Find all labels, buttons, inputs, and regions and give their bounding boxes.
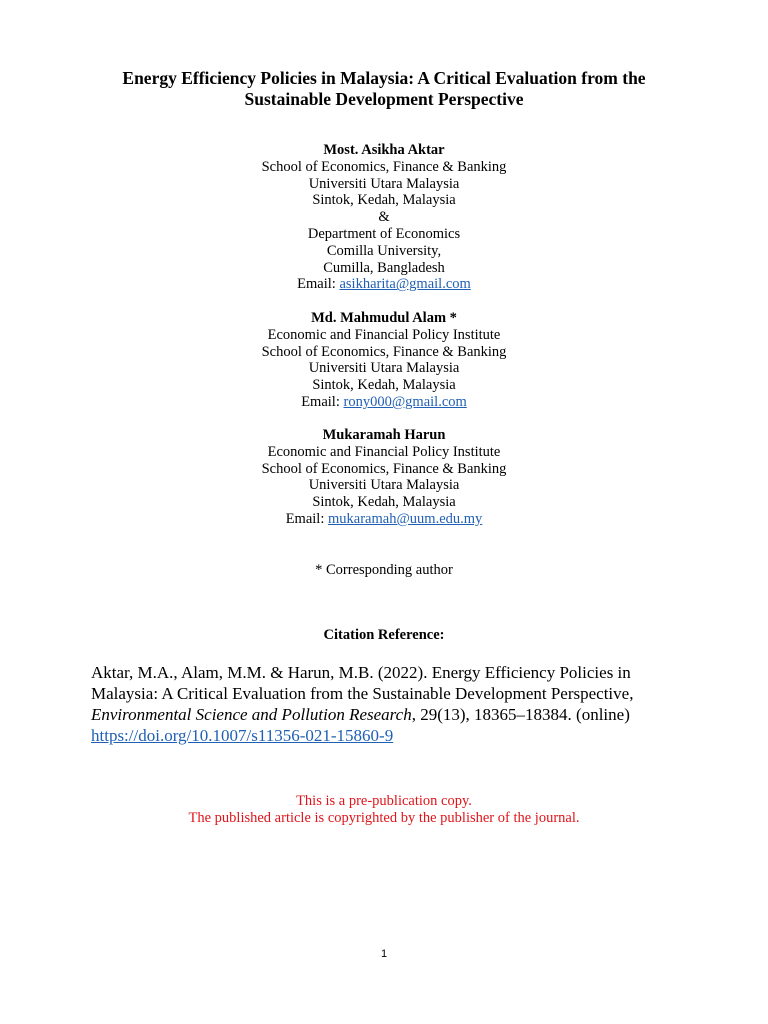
notice-line-2: The published article is copyrighted by the publisher of the journal. — [188, 810, 580, 826]
affiliation-line: Sintok, Kedah, Malaysia — [312, 377, 456, 394]
affiliation-line: Universiti Utara Malaysia — [308, 477, 460, 494]
affiliation-line: School of Economics, Finance & Banking — [261, 460, 507, 477]
affiliation-line: School of Economics, Finance & Banking — [261, 343, 507, 360]
affiliation-line: Comilla University, — [326, 242, 442, 259]
email-label: Email: — [297, 276, 336, 293]
paper-title — [60, 68, 708, 110]
citation-journal: Environmental Science and Pollution Research — [91, 705, 412, 724]
citation-reference — [91, 662, 701, 746]
author-block-alam — [100, 310, 668, 411]
paper-title-line-2: Sustainable Development Perspective — [244, 89, 524, 109]
affiliation-line: Sintok, Kedah, Malaysia — [312, 494, 456, 511]
affiliation-line: Economic and Financial Policy Institute — [267, 326, 501, 343]
author-name: Mukaramah Harun — [322, 427, 446, 443]
citation-text: Aktar, M.A., Alam, M.M. & Harun, M.B. (2022). Energy Efficiency Policies in Malaysia: A Critical Evaluation from the Sustainable Development Perspective, — [91, 663, 634, 703]
notice-line-1: This is a pre-publication copy. — [296, 793, 472, 809]
affiliation-line: Sintok, Kedah, Malaysia — [312, 192, 456, 209]
email-line — [100, 276, 668, 293]
paper-title-line-1: Energy Efficiency Policies in Malaysia: A Critical Evaluation from the — [122, 68, 646, 88]
affiliation-line: School of Economics, Finance & Banking — [261, 158, 507, 175]
email-link[interactable]: mukaramah@uum.edu.my — [328, 510, 483, 527]
email-link[interactable]: asikharita@gmail.com — [339, 276, 471, 293]
affiliation-line: Department of Economics — [307, 225, 461, 242]
citation-heading: Citation Reference: — [323, 627, 445, 643]
author-name: Md. Mahmudul Alam * — [311, 310, 457, 326]
citation-details: , 29(13), 18365–18384. (online) — [411, 705, 630, 724]
email-label: Email: — [285, 510, 325, 527]
author-block-aktar — [100, 142, 668, 293]
email-link[interactable]: rony000@gmail.com — [343, 393, 467, 410]
email-line — [100, 394, 668, 411]
corresponding-author-note: * Corresponding author — [315, 562, 453, 578]
affiliation-line: & — [378, 209, 390, 226]
email-label: Email: — [301, 393, 340, 410]
author-name: Most. Asikha Aktar — [323, 142, 445, 158]
affiliation-line: Economic and Financial Policy Institute — [267, 443, 501, 460]
prepublication-notice — [100, 793, 668, 827]
email-line — [100, 511, 668, 528]
affiliation-line: Universiti Utara Malaysia — [308, 175, 460, 192]
page-number: 1 — [380, 948, 388, 960]
affiliation-line: Cumilla, Bangladesh — [323, 259, 445, 276]
author-block-harun — [100, 427, 668, 528]
doi-link[interactable]: https://doi.org/10.1007/s11356-021-15860-9 — [91, 726, 394, 745]
affiliation-line: Universiti Utara Malaysia — [308, 360, 460, 377]
